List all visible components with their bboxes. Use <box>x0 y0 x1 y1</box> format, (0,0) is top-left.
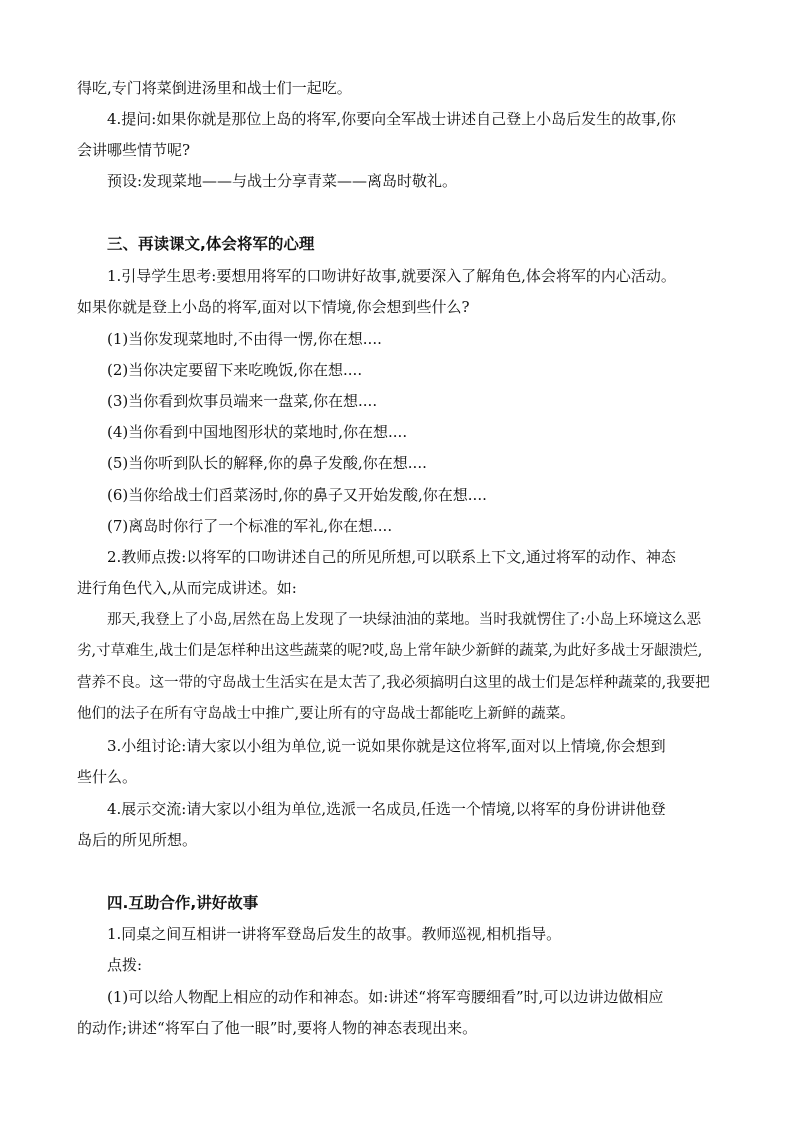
example-line: 劣,寸草难生,战士们是怎样种出这些蔬菜的呢?哎,岛上常年缺少新鲜的蔬菜,为此好多战士牙龈溃烂, <box>77 643 703 659</box>
text-line: 4.展示交流:请大家以小组为单位,选派一名成员,任选一个情境,以将军的身份讲讲他登 <box>107 800 666 818</box>
text-line: 点拨: <box>107 956 143 974</box>
text-line: 4.提问:如果你就是那位上岛的将军,你要向全军战士讲述自己登上小岛后发生的故事,你 <box>107 110 676 128</box>
example-line: 那天,我登上了小岛,居然在岛上发现了一块绿油油的菜地。当时我就愣住了:小岛上环境这么恶 <box>107 612 702 628</box>
text-line: 1.同桌之间互相讲一讲将军登岛后发生的故事。教师巡视,相机指导。 <box>107 925 562 943</box>
text-line: 些什么。 <box>77 768 138 786</box>
text-line: 会讲哪些情节呢? <box>77 141 191 159</box>
text-line: 如果你就是登上小岛的将军,面对以下情境,你会想到些什么? <box>77 298 470 316</box>
section-heading-3: 三、再读课文,体会将军的心理 <box>107 235 315 253</box>
text-line: 岛后的所见所想。 <box>77 831 198 849</box>
question-item: (5)当你听到队长的解释,你的鼻子发酸,你在想.... <box>107 454 427 472</box>
text-line: 进行角色代入,从而完成讲述。如: <box>77 579 297 597</box>
text-line: 预设:发现菜地——与战士分享青菜——离岛时敬礼。 <box>107 172 458 190</box>
text-line: (1)可以给人物配上相应的动作和神态。如:讲述“将军弯腰细看”时,可以边讲边做相应 <box>107 988 664 1006</box>
text-line: 1.引导学生思考:要想用将军的口吻讲好故事,就要深入了解角色,体会将军的内心活动。 <box>107 267 676 285</box>
section-heading-4: 四.互助合作,讲好故事 <box>107 894 259 912</box>
example-line: 营养不良。这一带的守岛战士生活实在是太苦了,我必须搞明白这里的战士们是怎样种蔬菜的,我要把 <box>77 675 710 691</box>
question-item: (2)当你决定要留下来吃晚饭,你在想.... <box>107 361 363 379</box>
text-line: 2.教师点拨:以将军的口吻讲述自己的所见所想,可以联系上下文,通过将军的动作、神态 <box>107 548 676 566</box>
question-item: (4)当你看到中国地图形状的菜地时,你在想.... <box>107 423 408 441</box>
text-line: 的动作;讲述“将军白了他一眼”时,要将人物的神态表现出来。 <box>77 1019 478 1037</box>
example-line: 他们的法子在所有守岛战士中推广,要让所有的守岛战士都能吃上新鲜的蔬菜。 <box>77 706 575 722</box>
text-line: 3.小组讨论:请大家以小组为单位,说一说如果你就是这位将军,面对以上情境,你会想到 <box>107 737 666 755</box>
text-line: 得吃,专门将菜倒进汤里和战士们一起吃。 <box>77 79 352 97</box>
question-item: (7)离岛时你行了一个标准的军礼,你在想.... <box>107 517 393 535</box>
question-item: (3)当你看到炊事员端来一盘菜,你在想.... <box>107 392 378 410</box>
question-item: (6)当你给战士们舀菜汤时,你的鼻子又开始发酸,你在想.... <box>107 486 487 504</box>
question-item: (1)当你发现菜地时,不由得一愣,你在想.... <box>107 330 382 348</box>
